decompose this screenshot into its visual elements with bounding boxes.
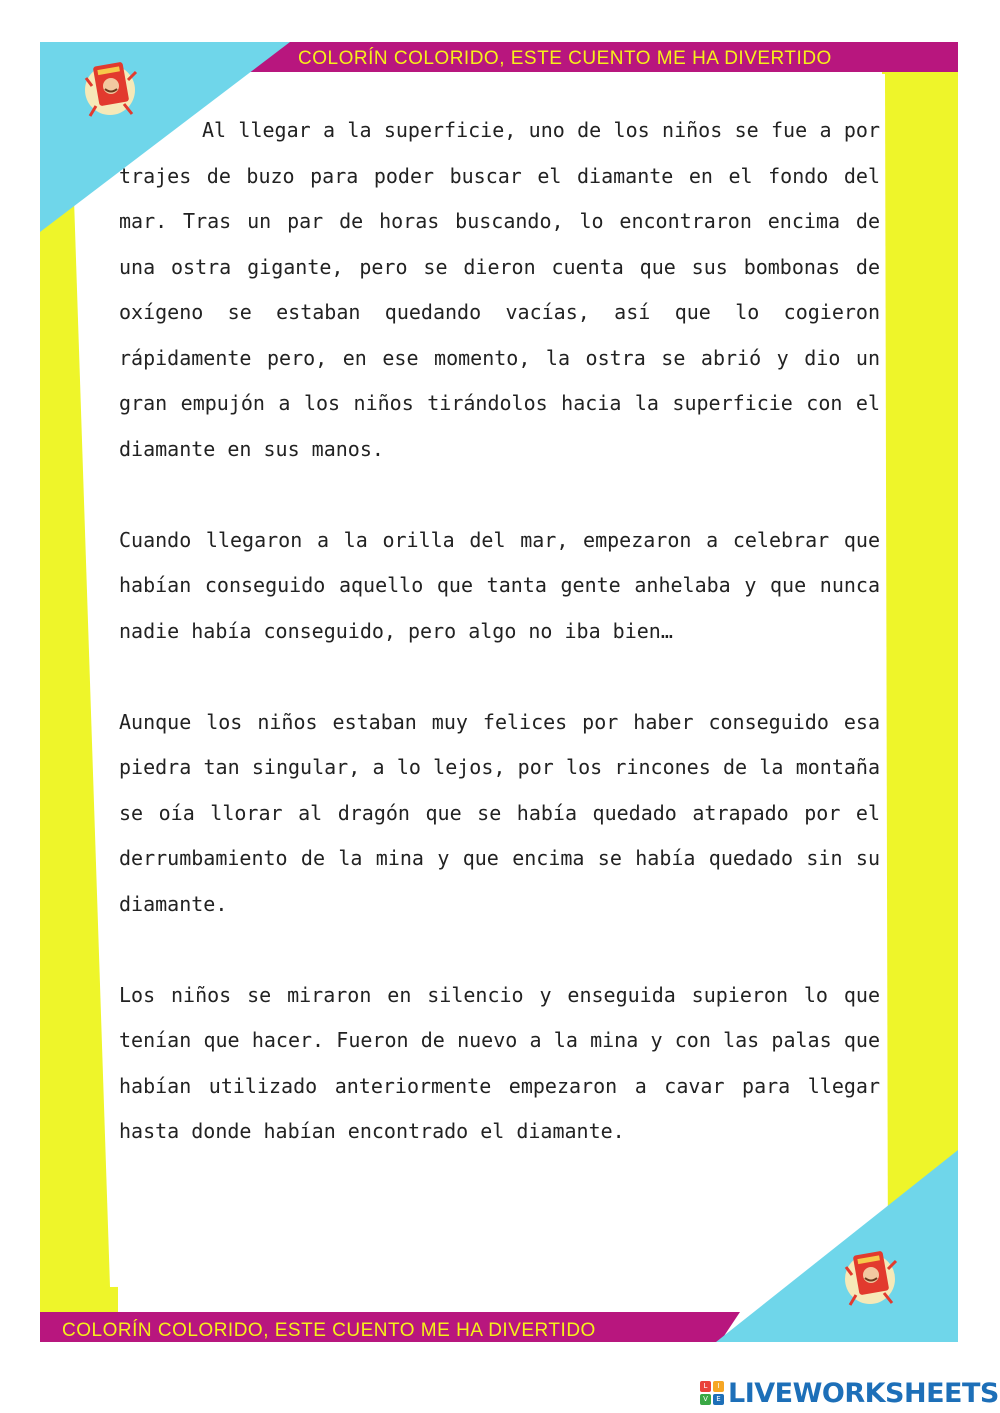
bottom-banner-text: COLORÍN COLORIDO, ESTE CUENTO ME HA DIVERTIDO xyxy=(62,1320,596,1341)
story-text xyxy=(119,108,880,1200)
logo-grid-icon xyxy=(700,1381,724,1405)
top-banner-text: COLORÍN COLORIDO, ESTE CUENTO ME HA DIVERTIDO xyxy=(298,48,832,69)
logo-letter: V xyxy=(700,1394,711,1405)
story-paragraph: Aunque los niños estaban muy felices por haber conseguido esa piedra tan singular, a lo lejos, por los rincones de la montaña se oía llorar al dragón que se había quedado atrapado por el derrumbamiento de la mina y que encima se había quedado sin su diamante. xyxy=(119,709,880,916)
logo-letter: E xyxy=(713,1394,724,1405)
logo-letter: I xyxy=(713,1381,724,1392)
story-paragraph: Cuando llegaron a la orilla del mar, empezaron a celebrar que habían conseguido aquello que tanta gente anhelaba y que nunca nadie había conseguido, pero algo no iba bien… xyxy=(119,527,880,643)
book-character-icon xyxy=(842,1245,898,1311)
story-paragraph: Los niños se miraron en silencio y enseguida supieron lo que tenían que hacer. Fueron de nuevo a la mina y con las palas que habían utilizado anteriormente empezaron a cavar para llegar hasta donde habían encontrado el diamante. xyxy=(119,982,880,1143)
liveworksheets-logo[interactable] xyxy=(700,1376,999,1410)
story-paragraph: Al llegar a la superficie, uno de los niños se fue a por trajes de buzo para poder buscar el diamante en el fondo del mar. Tras un par de horas buscando, lo encontraron encima de una ostra gigante, pero se dieron cuenta que sus bombonas de oxígeno se estaban quedando vacías, así que lo cogieron rápidamente pero, en ese momento, la ostra se abrió y dio un gran empujón a los niños tirándolos hacia la superficie con el diamante en sus manos. xyxy=(119,118,880,461)
right-yellow-band xyxy=(882,42,958,1342)
logo-letter: L xyxy=(700,1381,711,1392)
logo-text: LIVEWORKSHEETS xyxy=(728,1377,999,1409)
